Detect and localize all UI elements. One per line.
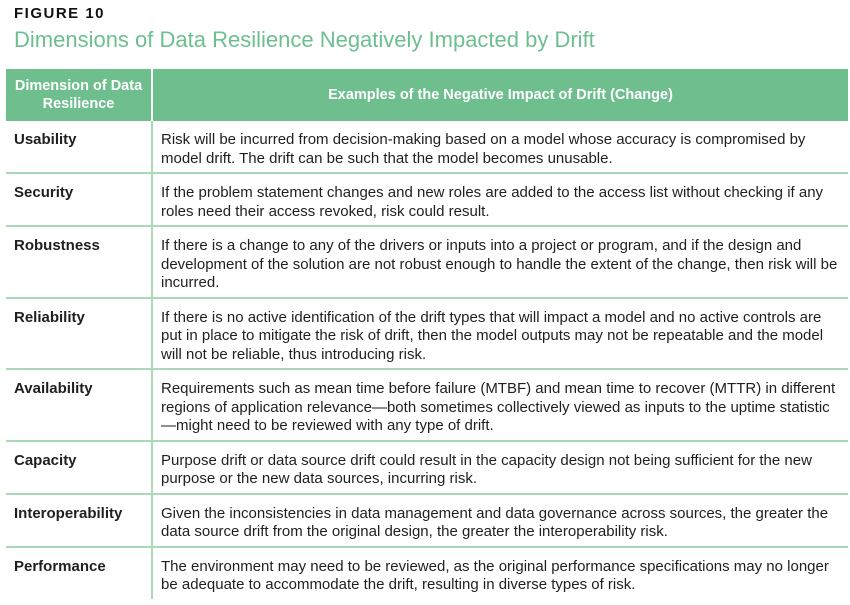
row-example: Given the inconsistencies in data management and data governance across sources, the greater the data source drift from the original design, the greater the interoperability risk. xyxy=(152,494,848,547)
row-example: Requirements such as mean time before failure (MTBF) and mean time to recover (MTTR) in different regions of application relevance—both sometimes collectively viewed as inputs to the uptime statistic—might need to be reviewed with any type of drift. xyxy=(152,369,848,441)
row-example: Risk will be incurred from decision-making based on a model whose accuracy is compromised by model drift. The drift can be such that the model becomes unusable. xyxy=(152,121,848,173)
row-dimension: Performance xyxy=(6,547,152,599)
row-example: If the problem statement changes and new roles are added to the access list without checking if any roles need their access revoked, risk could result. xyxy=(152,173,848,226)
figure-label: FIGURE 10 xyxy=(14,5,106,22)
table-row xyxy=(6,441,848,494)
row-example: If there is a change to any of the drivers or inputs into a project or program, and if the design and development of the solution are not robust enough to handle the extent of the change, then risk will be incurred. xyxy=(152,226,848,298)
row-dimension: Interoperability xyxy=(6,494,152,547)
table-row xyxy=(6,298,848,370)
row-example: If there is no active identification of the drift types that will impact a model and no active controls are put in place to mitigate the risk of drift, then the model outputs may not be repeatable and the model will not be reliable, thus introducing risk. xyxy=(152,298,848,370)
row-dimension: Security xyxy=(6,173,152,226)
table-row xyxy=(6,121,848,173)
table-row xyxy=(6,369,848,441)
table-row xyxy=(6,173,848,226)
data-resilience-table xyxy=(6,69,848,599)
table-row xyxy=(6,494,848,547)
table-header-row xyxy=(6,69,848,121)
row-dimension: Reliability xyxy=(6,298,152,370)
row-dimension: Usability xyxy=(6,121,152,173)
header-dimension: Dimension of Data Resilience xyxy=(6,69,152,121)
row-dimension: Capacity xyxy=(6,441,152,494)
table-row xyxy=(6,547,848,599)
row-example: The environment may need to be reviewed, as the original performance specifications may no longer be adequate to accommodate the drift, resulting in diverse types of risk. xyxy=(161,557,829,593)
row-dimension: Availability xyxy=(6,369,152,441)
table-row xyxy=(6,226,848,298)
row-example: Purpose drift or data source drift could result in the capacity design not being sufficient for the new purpose or the new data sources, incurring risk. xyxy=(152,441,848,494)
figure-title: Dimensions of Data Resilience Negatively Impacted by Drift xyxy=(14,27,595,52)
header-examples: Examples of the Negative Impact of Drift (Change) xyxy=(152,69,848,121)
row-dimension: Robustness xyxy=(6,226,152,298)
